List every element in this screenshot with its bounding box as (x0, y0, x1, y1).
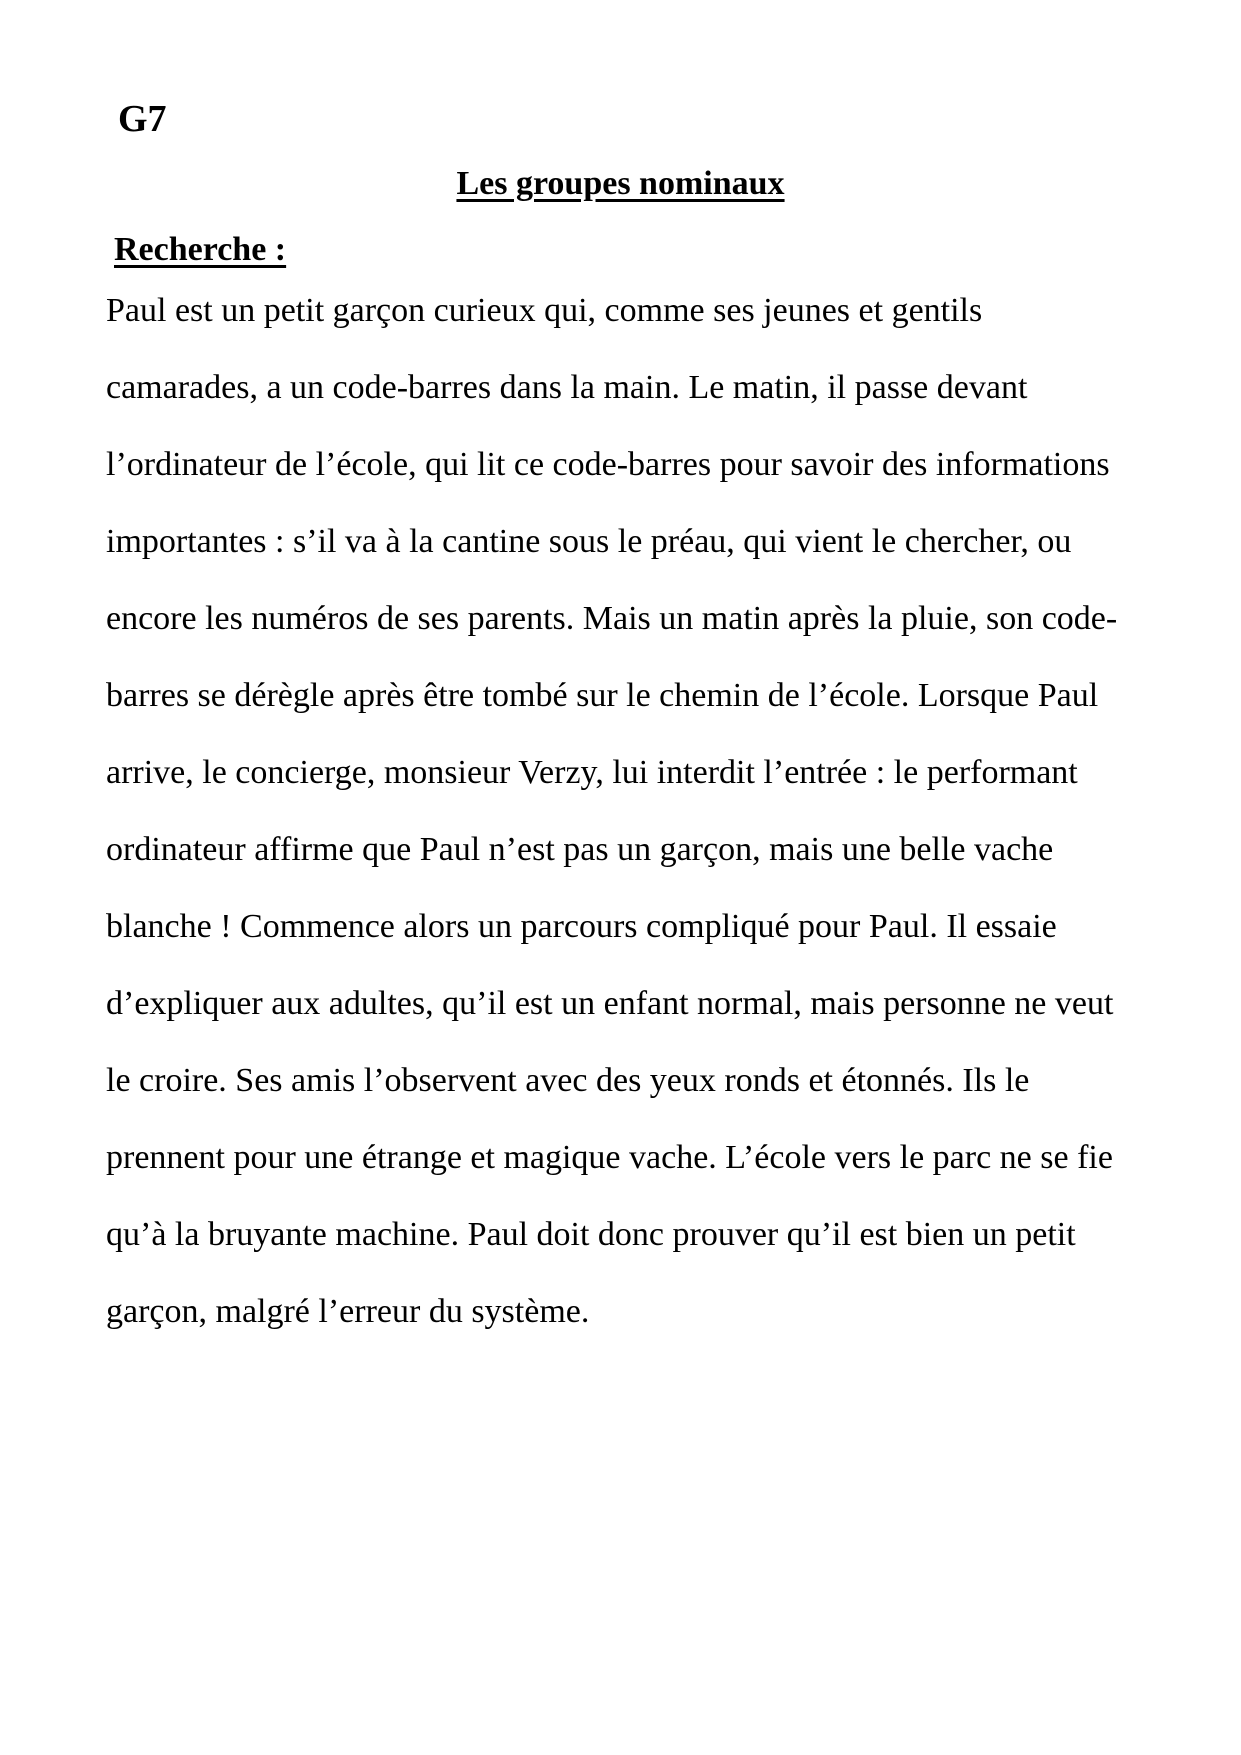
doc-code: G7 (118, 98, 167, 140)
paragraph-line: blanche ! Commence alors un parcours compliqué pour Paul. Il essaie (106, 908, 1057, 945)
paragraph-line: prennent pour une étrange et magique vache. L’école vers le parc ne se fie (106, 1139, 1113, 1176)
paragraph-line: arrive, le concierge, monsieur Verzy, lui interdit l’entrée : le performant (106, 754, 1078, 791)
paragraph-line: camarades, a un code-barres dans la main. Le matin, il passe devant (106, 369, 1028, 406)
paragraph-line: importantes : s’il va à la cantine sous le préau, qui vient le chercher, ou (106, 523, 1072, 560)
paragraph-line: encore les numéros de ses parents. Mais un matin après la pluie, son code- (106, 600, 1118, 637)
paragraph-line: Paul est un petit garçon curieux qui, comme ses jeunes et gentils (106, 292, 983, 329)
paragraph-line: ordinateur affirme que Paul n’est pas un garçon, mais une belle vache (106, 831, 1054, 868)
paragraph-line: l’ordinateur de l’école, qui lit ce code-barres pour savoir des informations (106, 446, 1110, 483)
paragraph-line: garçon, malgré l’erreur du système. (106, 1293, 590, 1330)
section-heading: Recherche : (114, 231, 287, 268)
body-paragraph (106, 272, 1166, 1350)
paragraph-line: qu’à la bruyante machine. Paul doit donc prouver qu’il est bien un petit (106, 1216, 1076, 1253)
paragraph-line: barres se dérègle après être tombé sur le chemin de l’école. Lorsque Paul (106, 677, 1099, 714)
paragraph-line: le croire. Ses amis l’observent avec des yeux ronds et étonnés. Ils le (106, 1062, 1030, 1099)
paragraph-line: d’expliquer aux adultes, qu’il est un enfant normal, mais personne ne veut (106, 985, 1114, 1022)
page-title: Les groupes nominaux (456, 165, 785, 202)
